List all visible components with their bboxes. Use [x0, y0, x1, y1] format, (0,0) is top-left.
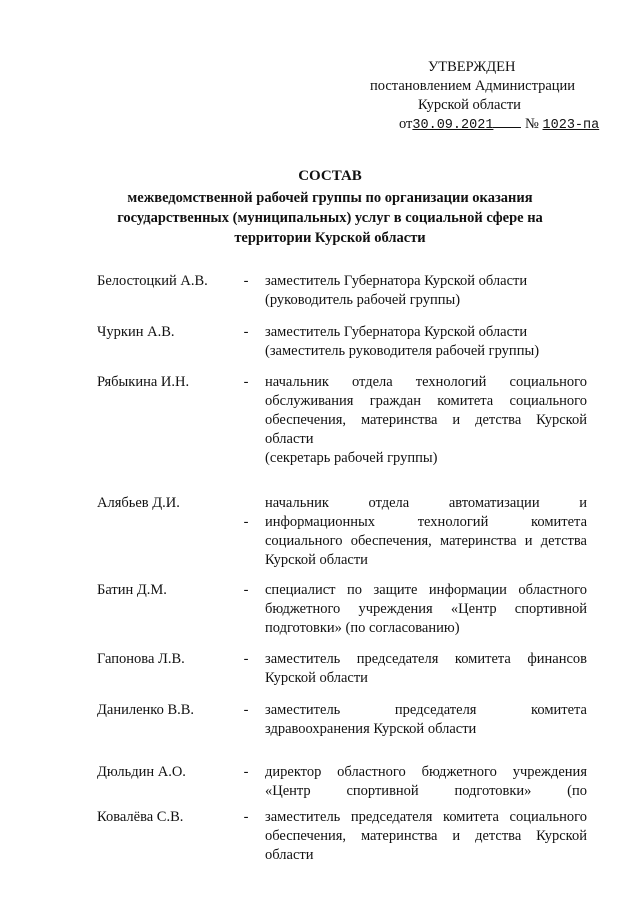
- approval-heading: УТВЕРЖДЕН: [428, 59, 516, 75]
- role-line: заместитель Губернатора Курской области: [265, 273, 528, 289]
- role-line: обеспечения, материнства и детства Курской: [265, 412, 587, 428]
- role-line: (руководитель рабочей группы): [265, 292, 461, 308]
- role-line: начальник отдела автоматизации и: [265, 495, 587, 511]
- role-line: заместитель Губернатора Курской области: [265, 324, 528, 340]
- member-role: [255, 272, 587, 310]
- role-line: заместитель председателя комитета: [265, 702, 587, 718]
- role-line: «Центр спортивной подготовки» (по: [265, 783, 587, 799]
- member-name: Белостоцкий А.В.: [97, 273, 208, 289]
- role-line: заместитель председателя комитета финансов: [265, 651, 587, 667]
- members-list: [97, 272, 587, 865]
- role-line: специалист по защите информации областного: [265, 582, 587, 598]
- member-row: [97, 581, 587, 638]
- member-dash: -: [243, 582, 249, 598]
- date-underline: [493, 116, 521, 128]
- role-line: (заместитель руководителя рабочей группы): [265, 343, 540, 359]
- role-line: обеспечения, материнства и детства Курской: [265, 828, 587, 844]
- role-line: Курской области: [265, 670, 368, 686]
- number-prefix: №: [525, 116, 539, 132]
- date-prefix: от: [399, 116, 413, 132]
- member-name: Ковалёва С.В.: [97, 809, 184, 825]
- role-line: Курской области: [265, 552, 368, 568]
- role-line: начальник отдела технологий социального: [265, 374, 587, 390]
- member-role: [255, 808, 587, 865]
- document-title: СОСТАВ: [298, 168, 362, 184]
- approval-region-line: Курской области: [418, 97, 521, 113]
- member-row: [97, 701, 587, 739]
- member-name: Рябыкина И.Н.: [97, 374, 190, 390]
- dash-spacer: [237, 494, 255, 570]
- document-heading: [92, 166, 568, 248]
- member-dash: -: [243, 374, 249, 390]
- approval-by-line: постановлением Администрации: [370, 78, 576, 94]
- role-line: подготовки» (по согласованию): [265, 620, 460, 636]
- member-row: [97, 272, 587, 310]
- member-role: [255, 701, 587, 739]
- role-line: области: [265, 847, 314, 863]
- member-role: [255, 581, 587, 638]
- member-row: [97, 763, 587, 801]
- approval-block: [350, 58, 610, 135]
- member-name: Даниленко В.В.: [97, 702, 195, 718]
- approval-date-line: [350, 115, 610, 135]
- subtitle-line: государственных (муниципальных) услуг в социальной сфере на: [117, 210, 543, 226]
- member-name: Батин Д.М.: [97, 582, 167, 598]
- role-line: заместитель председателя комитета социального: [265, 809, 587, 825]
- role-line: директор областного бюджетного учреждения: [265, 764, 587, 780]
- role-line: области: [265, 431, 314, 447]
- member-dash: -: [243, 514, 249, 530]
- member-role: [255, 373, 587, 468]
- member-name: Дюльдин А.О.: [97, 764, 186, 780]
- member-dash: -: [243, 764, 249, 780]
- member-name: Алябьев Д.И.: [97, 495, 180, 511]
- subtitle-line: межведомственной рабочей группы по организации оказания: [127, 190, 533, 206]
- approval-number: 1023-па: [542, 118, 600, 133]
- approval-date: 30.09.2021: [412, 118, 494, 133]
- role-line: обслуживания граждан комитета социального: [265, 393, 587, 409]
- member-dash: -: [243, 809, 249, 825]
- member-dash: -: [243, 702, 249, 718]
- role-line: здравоохранения Курской области: [265, 721, 477, 737]
- member-role: [255, 763, 587, 801]
- role-line: бюджетного учреждения «Центр спортивной: [265, 601, 587, 617]
- member-row: [97, 373, 587, 468]
- member-role: [255, 323, 587, 361]
- member-row: [97, 808, 587, 865]
- member-dash: -: [243, 273, 249, 289]
- member-row: [97, 650, 587, 688]
- member-role: [255, 650, 587, 688]
- member-row: [97, 494, 587, 570]
- role-line: социального обеспечения, материнства и детства: [265, 533, 587, 549]
- member-row: [97, 323, 587, 361]
- role-line: информационных технологий комитета: [265, 514, 587, 530]
- member-name: Чуркин А.В.: [97, 324, 175, 340]
- member-name: Гапонова Л.В.: [97, 651, 185, 667]
- subtitle-line: территории Курской области: [234, 230, 426, 246]
- role-line: (секретарь рабочей группы): [265, 450, 438, 466]
- member-dash: -: [243, 651, 249, 667]
- member-dash: -: [243, 324, 249, 340]
- member-role: [255, 494, 587, 570]
